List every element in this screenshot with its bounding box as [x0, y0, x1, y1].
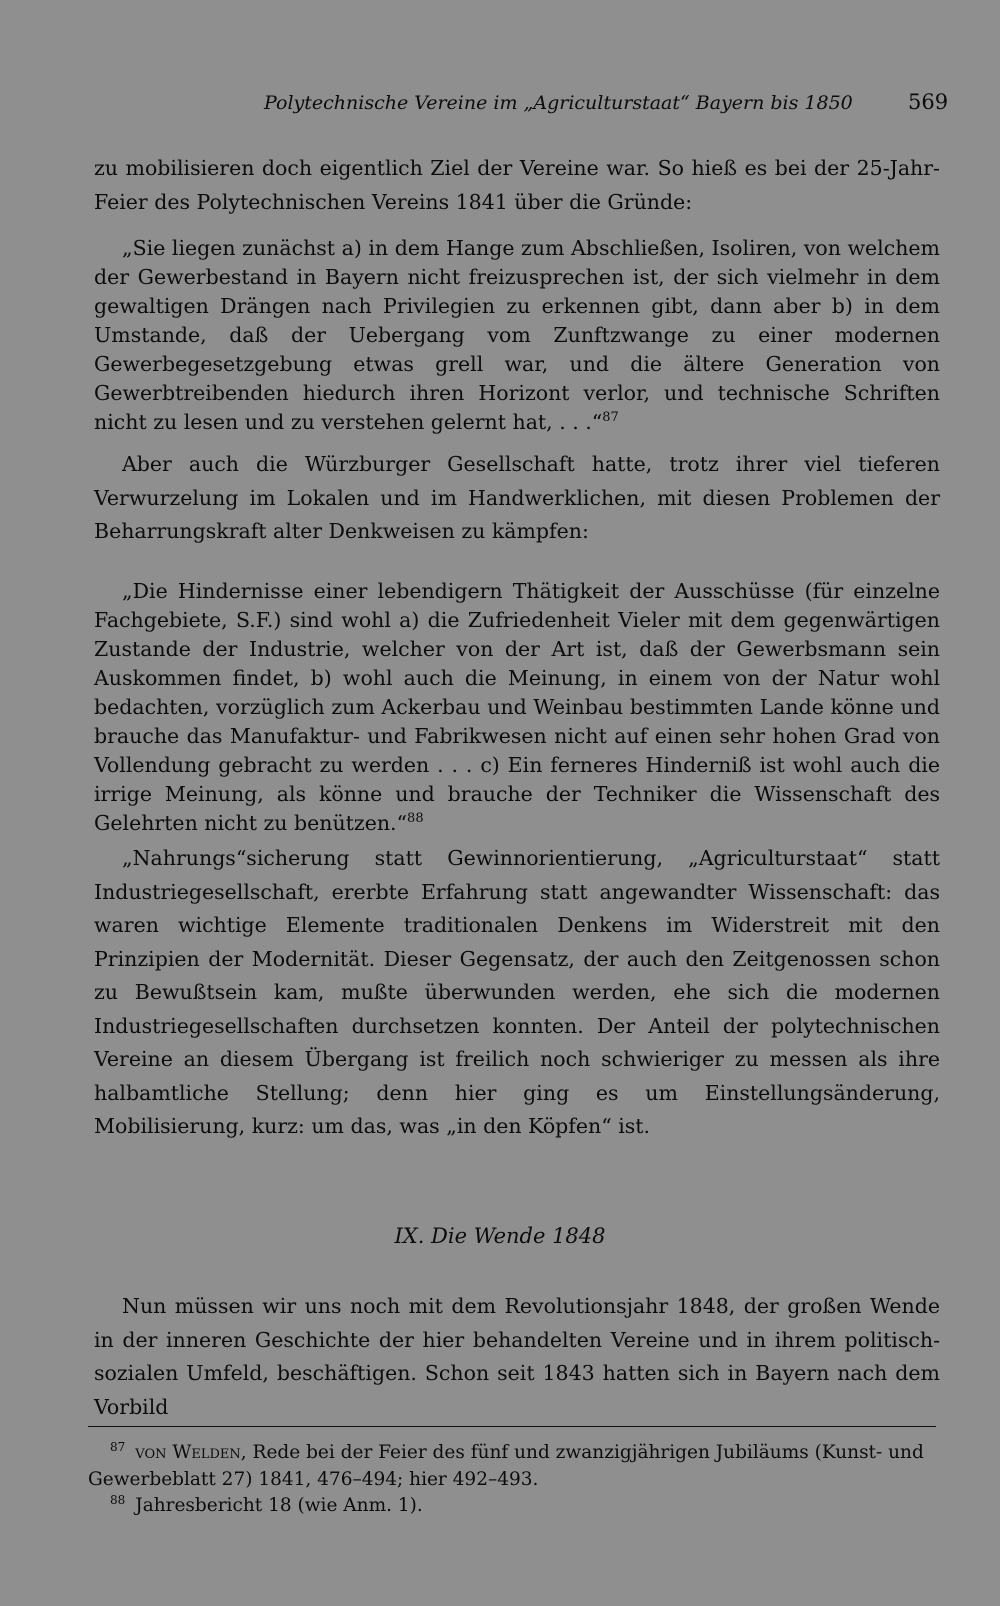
paragraph-1-text: zu mobilisieren doch eigentlich Ziel der Vereine war. So hieß es bei der 25-Jahr-Feier des Polytechnischen Vereins 1841 über die Gründe: [94, 156, 940, 214]
footnotes [88, 1440, 936, 1520]
paragraph-2-text: Aber auch die Würzburger Gesellschaft hatte, trotz ihrer viel tieferen Verwurzelung im Lokalen und im Handwerklichen, mit diesen Problemen der Beharrungskraft alter Denkweisen zu kämpfen: [94, 452, 940, 543]
footnote-divider [88, 1426, 936, 1427]
quote-2 [94, 577, 940, 838]
footnote-ref-88: 88 [407, 811, 424, 826]
quote-2-text: „Die Hindernisse einer lebendigern Thätigkeit der Ausschüsse (für einzelne Fachgebiete, S.F.) sind wohl a) die Zufriedenheit Vieler mit dem gegenwärtigen Zustande der Industrie, welcher von der Art ist, daß der Gewerbsmann sein Auskommen findet, b) wohl auch die Meinung, in einem von der Natur wohl bedachten, vorzüglich zum Ackerbau und Weinbau bestimmten Lande könne und brauche das Manufaktur- und Fabrikwesen nicht auf einen sehr hohen Grad von Vollendung gebracht zu werden . . . c) Ein ferneres Hinderniß ist wohl auch die irrige Meinung, als könne und brauche der Techniker die Wissenschaft des Gelehrten nicht zu benützen.“ [94, 579, 940, 835]
paragraph-4-text: Nun müssen wir uns noch mit dem Revolutionsjahr 1848, der großen Wende in der inneren Geschichte der hier behandelten Vereine und in ihrem politisch-sozialen Umfeld, beschäftigen. Schon seit 1843 hatten sich in Bayern nach dem Vorbild [94, 1294, 940, 1419]
footnote-text: , Rede bei der Feier des fünf und zwanzigjährigen Jubiläums (Kunst- und Gewerbeblatt 27) 1841, 476–494; hier 492–493. [88, 1442, 924, 1490]
footnote-ref-87: 87 [602, 410, 619, 425]
paragraph-1 [94, 152, 940, 219]
footnote-number: 87 [110, 1440, 126, 1454]
page-number: 569 [908, 90, 949, 114]
paragraph-3 [94, 842, 940, 1144]
footnote-text: Jahresbericht 18 (wie Anm. 1). [135, 1495, 423, 1516]
footnote-number: 88 [110, 1493, 126, 1507]
footnote-88 [88, 1493, 936, 1520]
paragraph-4 [94, 1290, 940, 1424]
running-header-title: Polytechnische Vereine im „Agriculturstaat“ Bayern bis 1850 [264, 92, 853, 114]
paragraph-3-text: „Nahrungs“sicherung statt Gewinnorientierung, „Agriculturstaat“ statt Industriegesellschaft, ererbte Erfahrung statt angewandter Wissenschaft: das waren wichtige Elemente traditionalen Denkens im Widerstreit mit den Prinzipien der Modernität. Dieser Gegensatz, der auch den Zeitgenossen schon zu Bewußtsein kam, mußte überwunden werden, ehe sich die modernen Industriegesellschaften durchsetzen konnten. Der Anteil der polytechnischen Vereine an diesem Übergang ist freilich noch schwieriger zu messen als ihre halbamtliche Stellung; denn hier ging es um Einstellungsänderung, Mobilisierung, kurz: um das, was „in den Köpfen“ ist. [94, 846, 940, 1138]
footnote-87 [88, 1440, 936, 1493]
quote-1 [94, 234, 940, 437]
section-heading: IX. Die Wende 1848 [394, 1224, 606, 1248]
quote-1-text: „Sie liegen zunächst a) in dem Hange zum Abschließen, Isoliren, von welchem der Gewerbestand in Bayern nicht freizusprechen ist, der sich vielmehr in dem gewaltigen Drängen nach Privilegien zu erkennen gibt, dann aber b) in dem Umstande, daß der Uebergang vom Zunftzwange zu einer modernen Gewerbegesetzgebung etwas grell war, und die ältere Generation von Gewerbtreibenden hiedurch ihren Horizont verlor, und technische Schriften nicht zu lesen und zu verstehen gelernt hat, . . .“ [94, 236, 940, 434]
footnote-author: von Welden [135, 1442, 241, 1463]
paragraph-2 [94, 448, 940, 549]
